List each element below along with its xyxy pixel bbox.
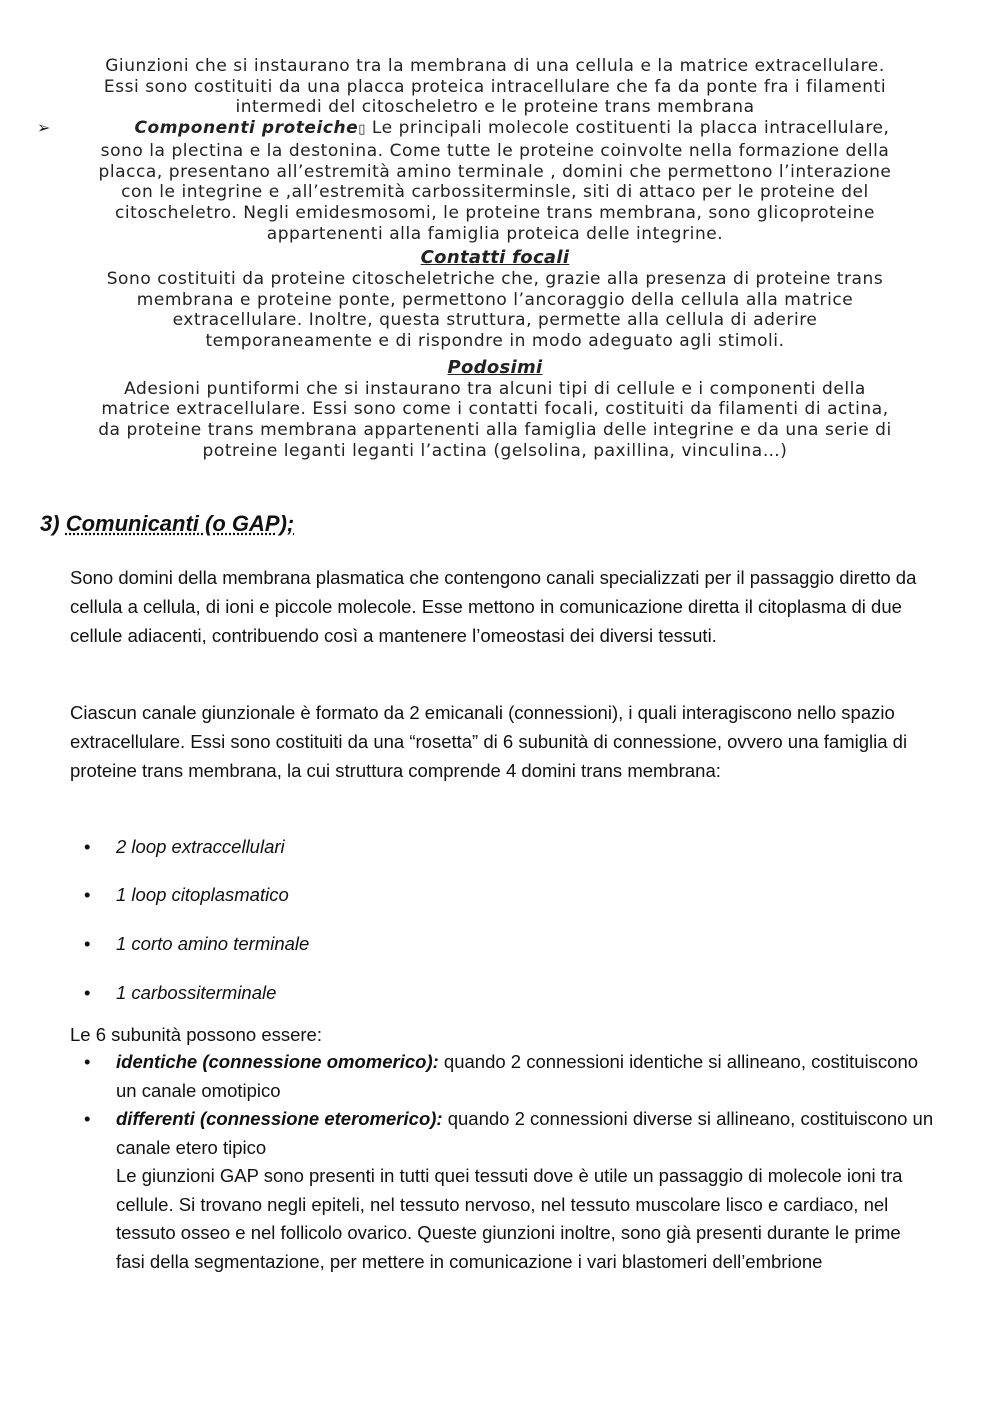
list-item-text: 1 corto amino terminale [116,933,310,954]
podosimi-heading: Podosimi [447,356,543,378]
list-item-text: 2 loop extraccellulari [116,836,285,857]
bullet-icon: • [84,884,91,905]
list-item [84,1105,934,1276]
contatti-line-4: temporaneamente e di rispondre in modo adeguato agli stimoli. [205,331,785,352]
paragraph-canale: Ciascun canale giunzionale è formato da 2 emicanali (connessioni), i quali interagiscono nello spazio extracellulare. Essi sono costituiti da una “rosetta” di 6 subunità di connessione, ovvero una famiglia di proteine trans membrana, la cui struttura comprende 4 domini trans membrana: [70,702,908,781]
intro-line-1: Giunzioni che si instaurano tra la membrana di una cellula e la matrice extracellulare. [105,56,885,76]
closing-paragraph: Le giunzioni GAP sono presenti in tutti quei tessuti dove è utile un passaggio di molecole ioni tra cellule. Si trovano negli epiteli, nel tessuto nervoso, nel tessuto muscolare lisco e cardiaco, nel tessuto osseo e nel follicolo ovarico. Queste giunzioni inoltre, sono già presenti durante le prime fasi della segmentazione, per mettere in comunicazione i vari blastomeri dell’embrione [116,1165,903,1272]
componenti-line-4: citoscheletro. Negli emidesmosomi, le proteine trans membrana, sono glicoproteine [115,202,875,223]
list-item-text: 1 loop citoplasmatico [116,884,289,905]
bullet-icon: • [84,982,91,1003]
contatti-line-2: membrana e proteine ponte, permettono l’ancoraggio della cellula alla matrice [136,289,854,310]
componenti-marker: ▯ [358,122,366,138]
list-item [84,1048,934,1105]
subunit-list [84,1048,934,1276]
bullet-icon: • [84,1108,91,1129]
podosimi-line-4: potreine leganti leganti l’actina (gelsolina, paxillina, vinculina…) [202,440,788,461]
list-item [84,884,289,906]
section-3-title: Comunicanti (o GAP); [65,511,295,536]
list-item [84,982,276,1004]
componenti-label: Componenti proteiche [134,118,359,139]
arrow-bullet-icon: ➢ [37,118,51,138]
componenti-line-2: placca, presentano all’estremità amino terminale , domini che permettono l’interazione [98,161,892,182]
componenti-line-3: con le integrine e ,all’estremità carbossiterminsle, siti di attaco per le proteine del [121,182,869,203]
subunits-intro: Le 6 subunità possono essere: [70,1024,322,1045]
componenti-first-text: Le principali molecole costituenti la placca intracellulare, [365,118,890,139]
contatti-focali-heading: Contatti focali [420,247,570,269]
bullet-icon: • [84,836,91,857]
section-3-heading [40,511,294,537]
intro-line-2: Essi sono costituiti da una placca proteica intracellulare che fa da ponte fra i filamenti [103,76,887,97]
paragraph-domini: Sono domini della membrana plasmatica che contengono canali specializzati per il passaggio diretto da cellula a cellula, di ioni e piccole molecole. Esse mettono in comunicazione diretta il citoplasma di due cellule adiacenti, contribuendo così a mantenere l’omeostasi dei diversi tessuti. [70,567,917,646]
componenti-line-5: appartenenti alla famiglia proteica delle integrine. [266,223,724,244]
upper-text-block [37,56,950,461]
intro-line-3: intermedi del citoscheletro e le proteine trans membrana [235,97,755,118]
podosimi-line-3: da proteine trans membrana appartenenti alla famiglia delle integrine e da una serie di [98,419,892,440]
subunit-text-differenti: quando 2 connessioni diverse si allineano, costituiscono un canale etero tipico [116,1108,934,1158]
subunit-label-identiche: identiche (connessione omomerico): [116,1051,439,1072]
componenti-line-1: sono la plectina e la destonina. Come tutte le proteine coinvolte nella formazione della [100,140,890,161]
list-item-text: 1 carbossiterminale [116,982,277,1003]
podosimi-line-2: matrice extracellulare. Essi sono come i contatti focali, costituiti da filamenti di actina, [101,399,889,420]
contatti-line-3: extracellulare. Inoltre, questa struttura, permette alla cellula di aderire [172,310,818,331]
contatti-line-1: Sono costituiti da proteine citoscheletriche che, grazie alla presenza di proteine trans [106,269,884,290]
subunit-text-identiche: quando 2 connessioni identiche si allineano, costituiscono un canale omotipico [116,1051,919,1101]
list-item [84,933,309,955]
subunit-label-differenti: differenti (connessione eteromerico): [116,1108,443,1129]
bullet-icon: • [84,1051,91,1072]
bullet-icon: • [84,933,91,954]
podosimi-line-1: Adesioni puntiformi che si instaurano tra alcuni tipi di cellule e i componenti della [124,378,866,399]
list-item [84,836,285,858]
section-3-number: 3) [40,511,66,536]
componenti-first-line [37,118,950,141]
